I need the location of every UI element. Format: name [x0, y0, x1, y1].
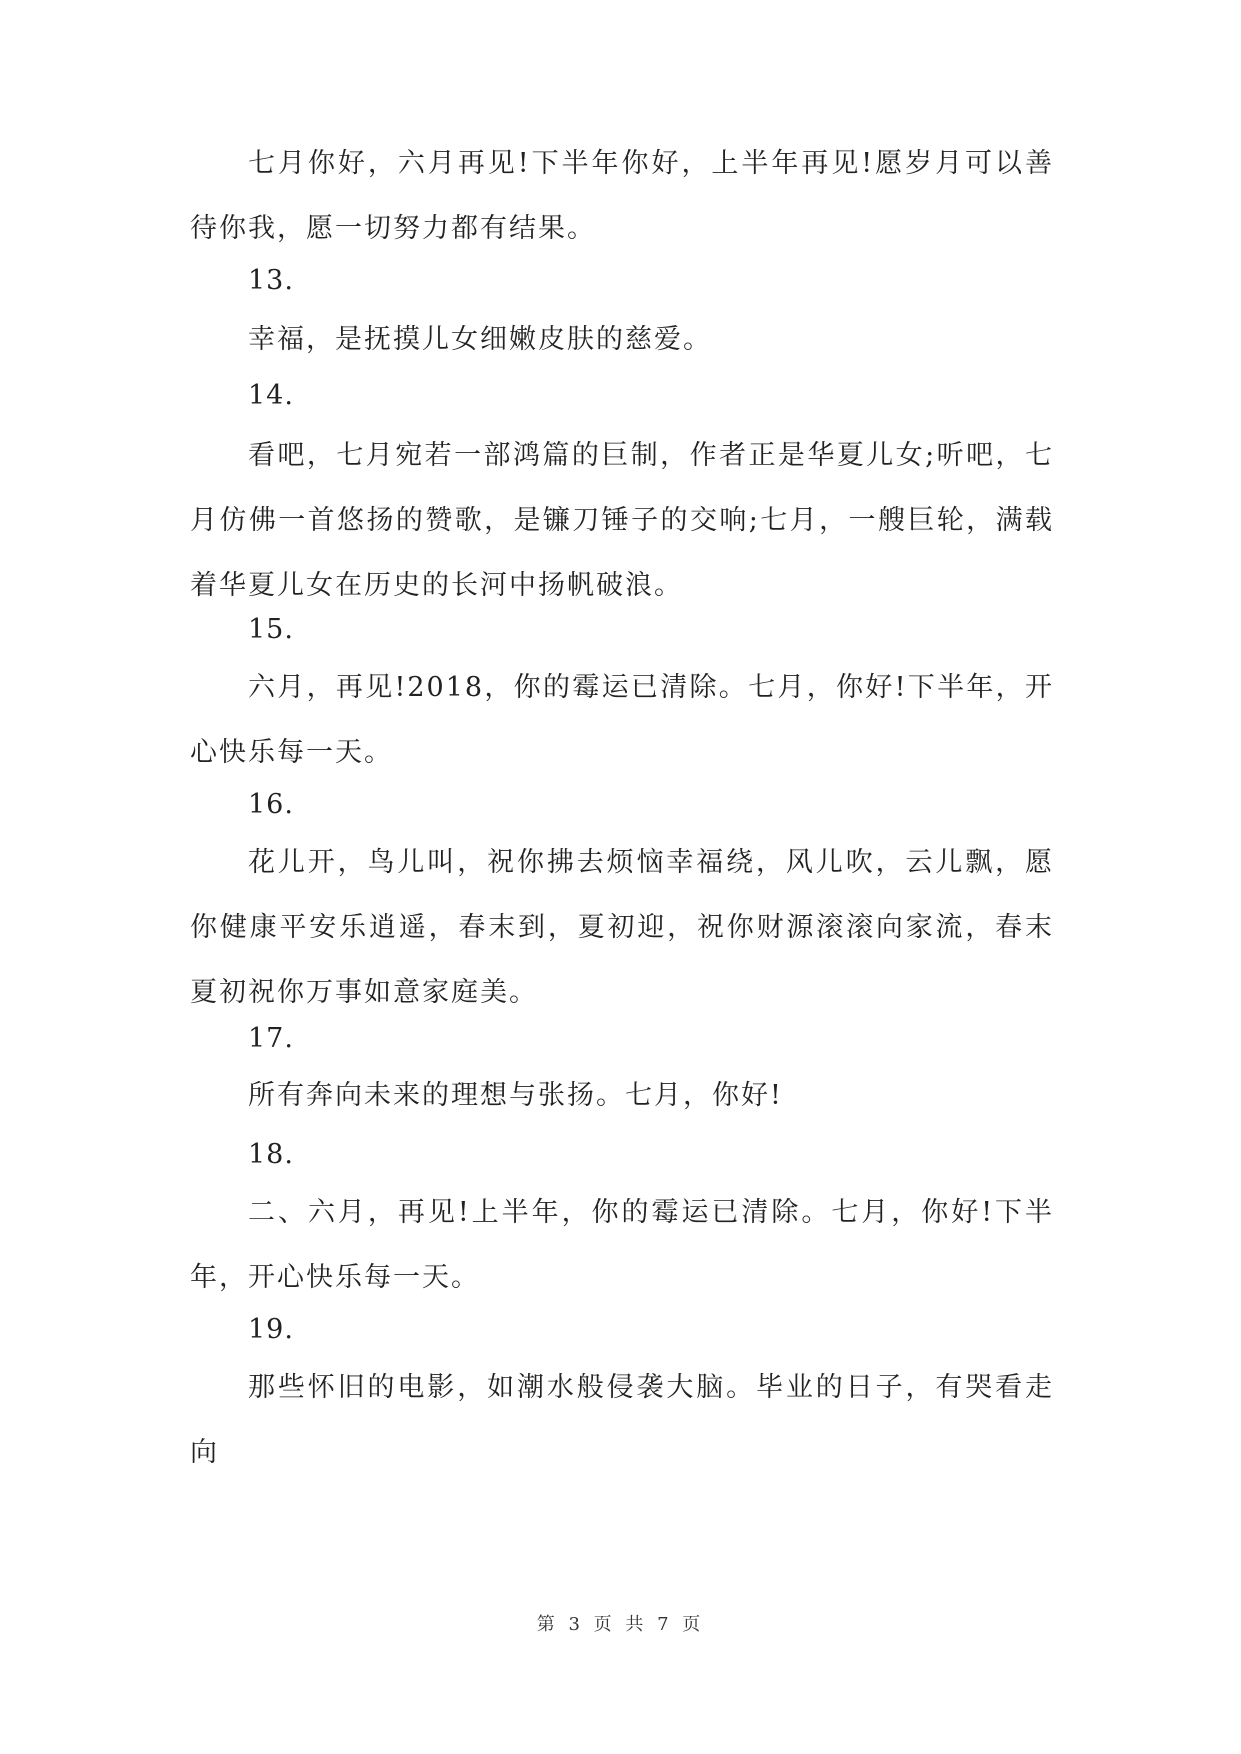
- item-number-17: 17.: [248, 1023, 294, 1054]
- item-number-13: 13.: [248, 265, 294, 296]
- paragraph-4: 六月，再见!2018，你的霉运已清除。七月，你好!下半年，开心快乐每一天。: [190, 672, 1054, 768]
- item-number-14: 14.: [248, 380, 294, 411]
- paragraph-3: 看吧，七月宛若一部鸿篇的巨制，作者正是华夏儿女;听吧，七月仿佛一首悠扬的赞歌，是镰刀锤子的交响;七月，一艘巨轮，满载着华夏儿女在历史的长河中扬帆破浪。: [190, 440, 1054, 601]
- paragraph-2: 幸福，是抚摸儿女细嫩皮肤的慈爱。: [248, 324, 712, 355]
- item-number-18: 18.: [248, 1139, 294, 1170]
- item-number-16: 16.: [248, 789, 294, 820]
- paragraph-6: 所有奔向未来的理想与张扬。七月，你好!: [248, 1080, 783, 1111]
- paragraph-7: 二、六月，再见!上半年，你的霉运已清除。七月，你好!下半年，开心快乐每一天。: [190, 1197, 1054, 1293]
- item-number-15: 15.: [248, 614, 294, 645]
- paragraph-5: 花儿开，鸟儿叫，祝你拂去烦恼幸福绕，风儿吹，云儿飘，愿你健康平安乐逍遥，春末到，夏初迎，祝你财源滚滚向家流，春末夏初祝你万事如意家庭美。: [190, 847, 1054, 1008]
- paragraph-1: 七月你好，六月再见!下半年你好，上半年再见!愿岁月可以善待你我，愿一切努力都有结果。: [190, 148, 1054, 244]
- paragraph-8: 那些怀旧的电影，如潮水般侵袭大脑。毕业的日子，有哭看走向: [190, 1372, 1054, 1468]
- page-footer: 第 3 页 共 7 页: [536, 1614, 705, 1635]
- item-number-19: 19.: [248, 1314, 294, 1345]
